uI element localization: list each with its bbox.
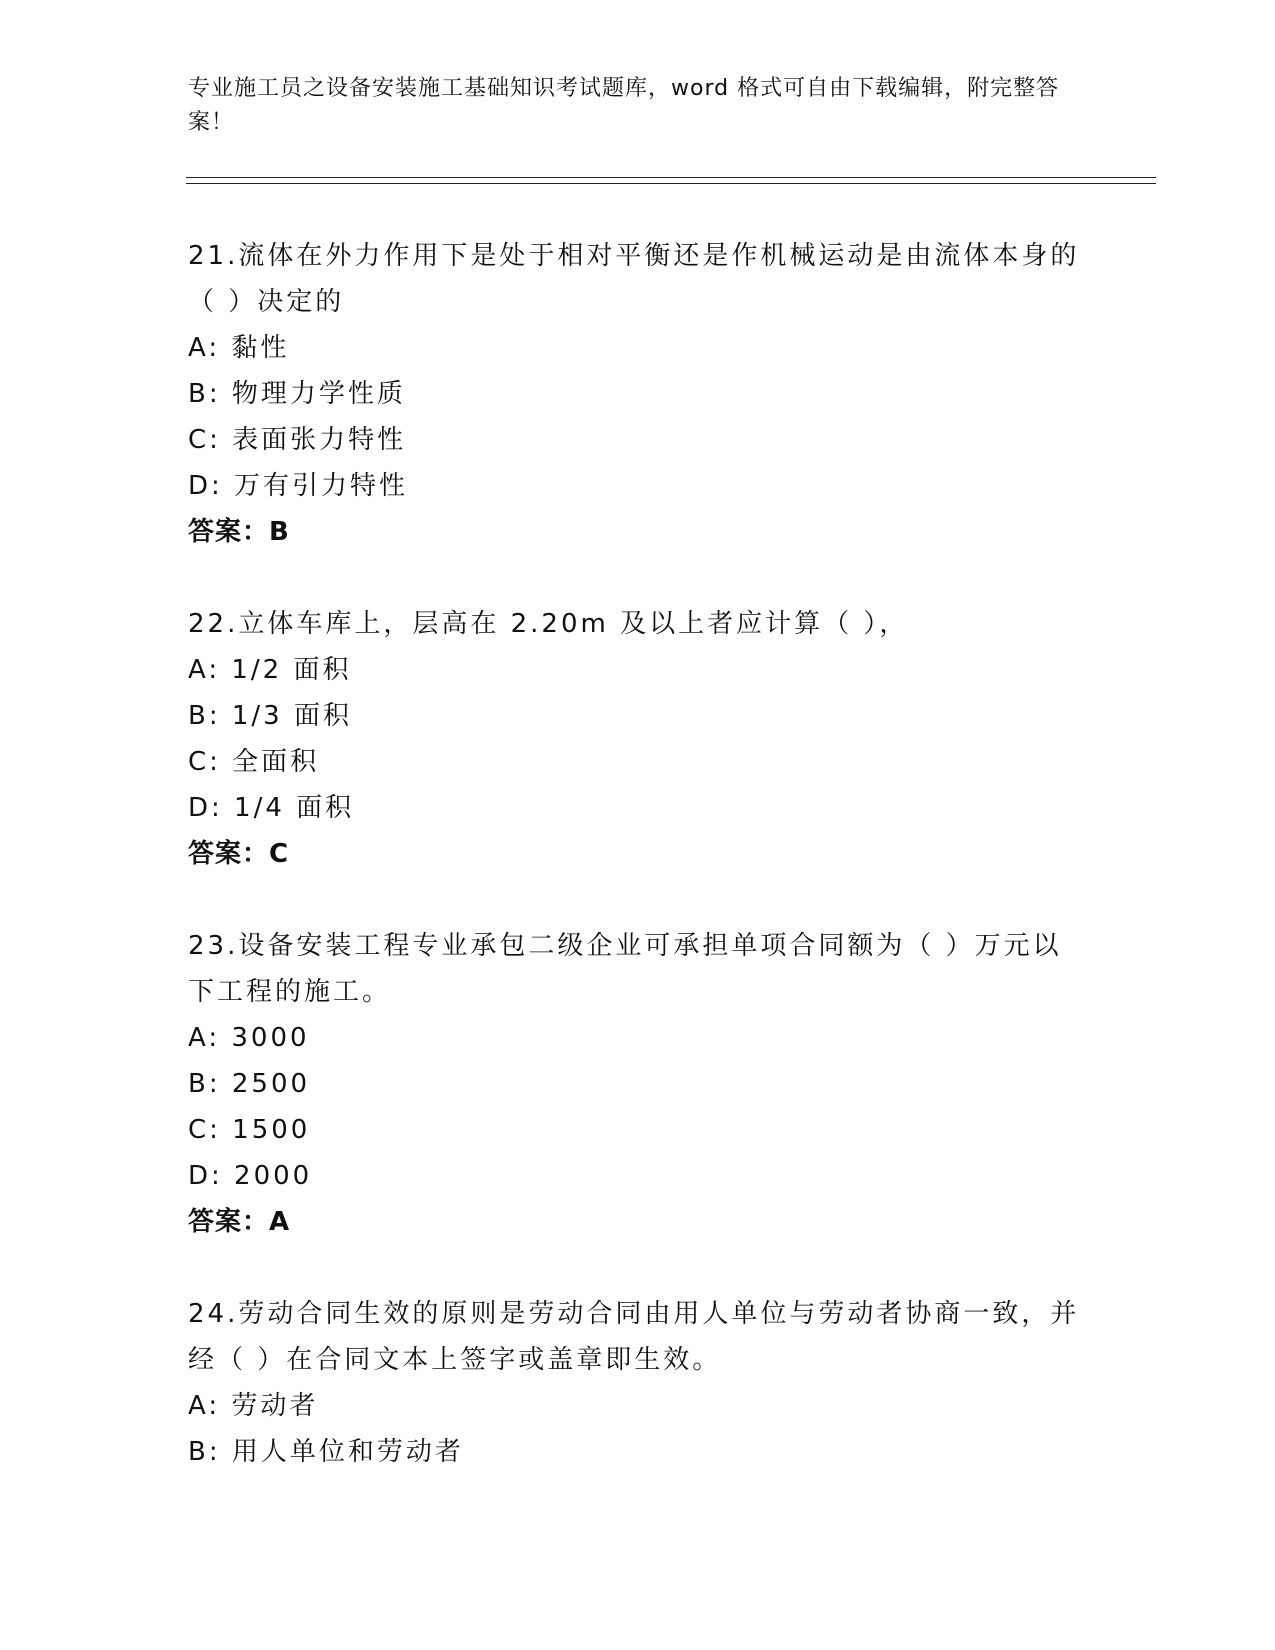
option-d: D: 万有引力特性 [188, 471, 409, 501]
question-stem: 24.劳动合同生效的原则是劳动合同由用人单位与劳动者协商一致，并经（ ）在合同文本上签字或盖章即生效。 [188, 1299, 1080, 1375]
question-stem: 21.流体在外力作用下是处于相对平衡还是作机械运动是由流体本身的（ ）决定的 [188, 241, 1080, 317]
option-a: A: 3000 [188, 1023, 310, 1053]
option-a: A: 1/2 面积 [188, 655, 352, 685]
question-24 [188, 1291, 1088, 1475]
answer-line: 答案：C [188, 839, 290, 869]
option-d: D: 2000 [188, 1161, 313, 1191]
question-stem: 23.设备安装工程专业承包二级企业可承担单项合同额为（ ）万元以下工程的施工。 [188, 931, 1062, 1007]
option-b: B: 用人单位和劳动者 [188, 1437, 464, 1467]
question-21 [188, 233, 1088, 555]
question-23 [188, 923, 1088, 1245]
question-stem: 22.立体车库上，层高在 2.20m 及以上者应计算（ ）， [188, 609, 909, 639]
document-header: 专业施工员之设备安装施工基础知识考试题库，word 格式可自由下载编辑，附完整答案！ [188, 76, 1060, 135]
option-b: B: 2500 [188, 1069, 311, 1099]
option-d: D: 1/4 面积 [188, 793, 355, 823]
option-c: C: 全面积 [188, 747, 320, 777]
option-a: A: 劳动者 [188, 1391, 319, 1421]
option-b: B: 物理力学性质 [188, 379, 406, 409]
answer-line: 答案：B [188, 517, 290, 547]
option-c: C: 1500 [188, 1115, 311, 1145]
answer-line: 答案：A [188, 1207, 291, 1237]
question-22 [188, 601, 1088, 877]
option-c: C: 表面张力特性 [188, 425, 407, 455]
header-divider-bottom [186, 183, 1156, 184]
header-divider-top [186, 177, 1156, 178]
option-b: B: 1/3 面积 [188, 701, 352, 731]
option-a: A: 黏性 [188, 333, 290, 363]
